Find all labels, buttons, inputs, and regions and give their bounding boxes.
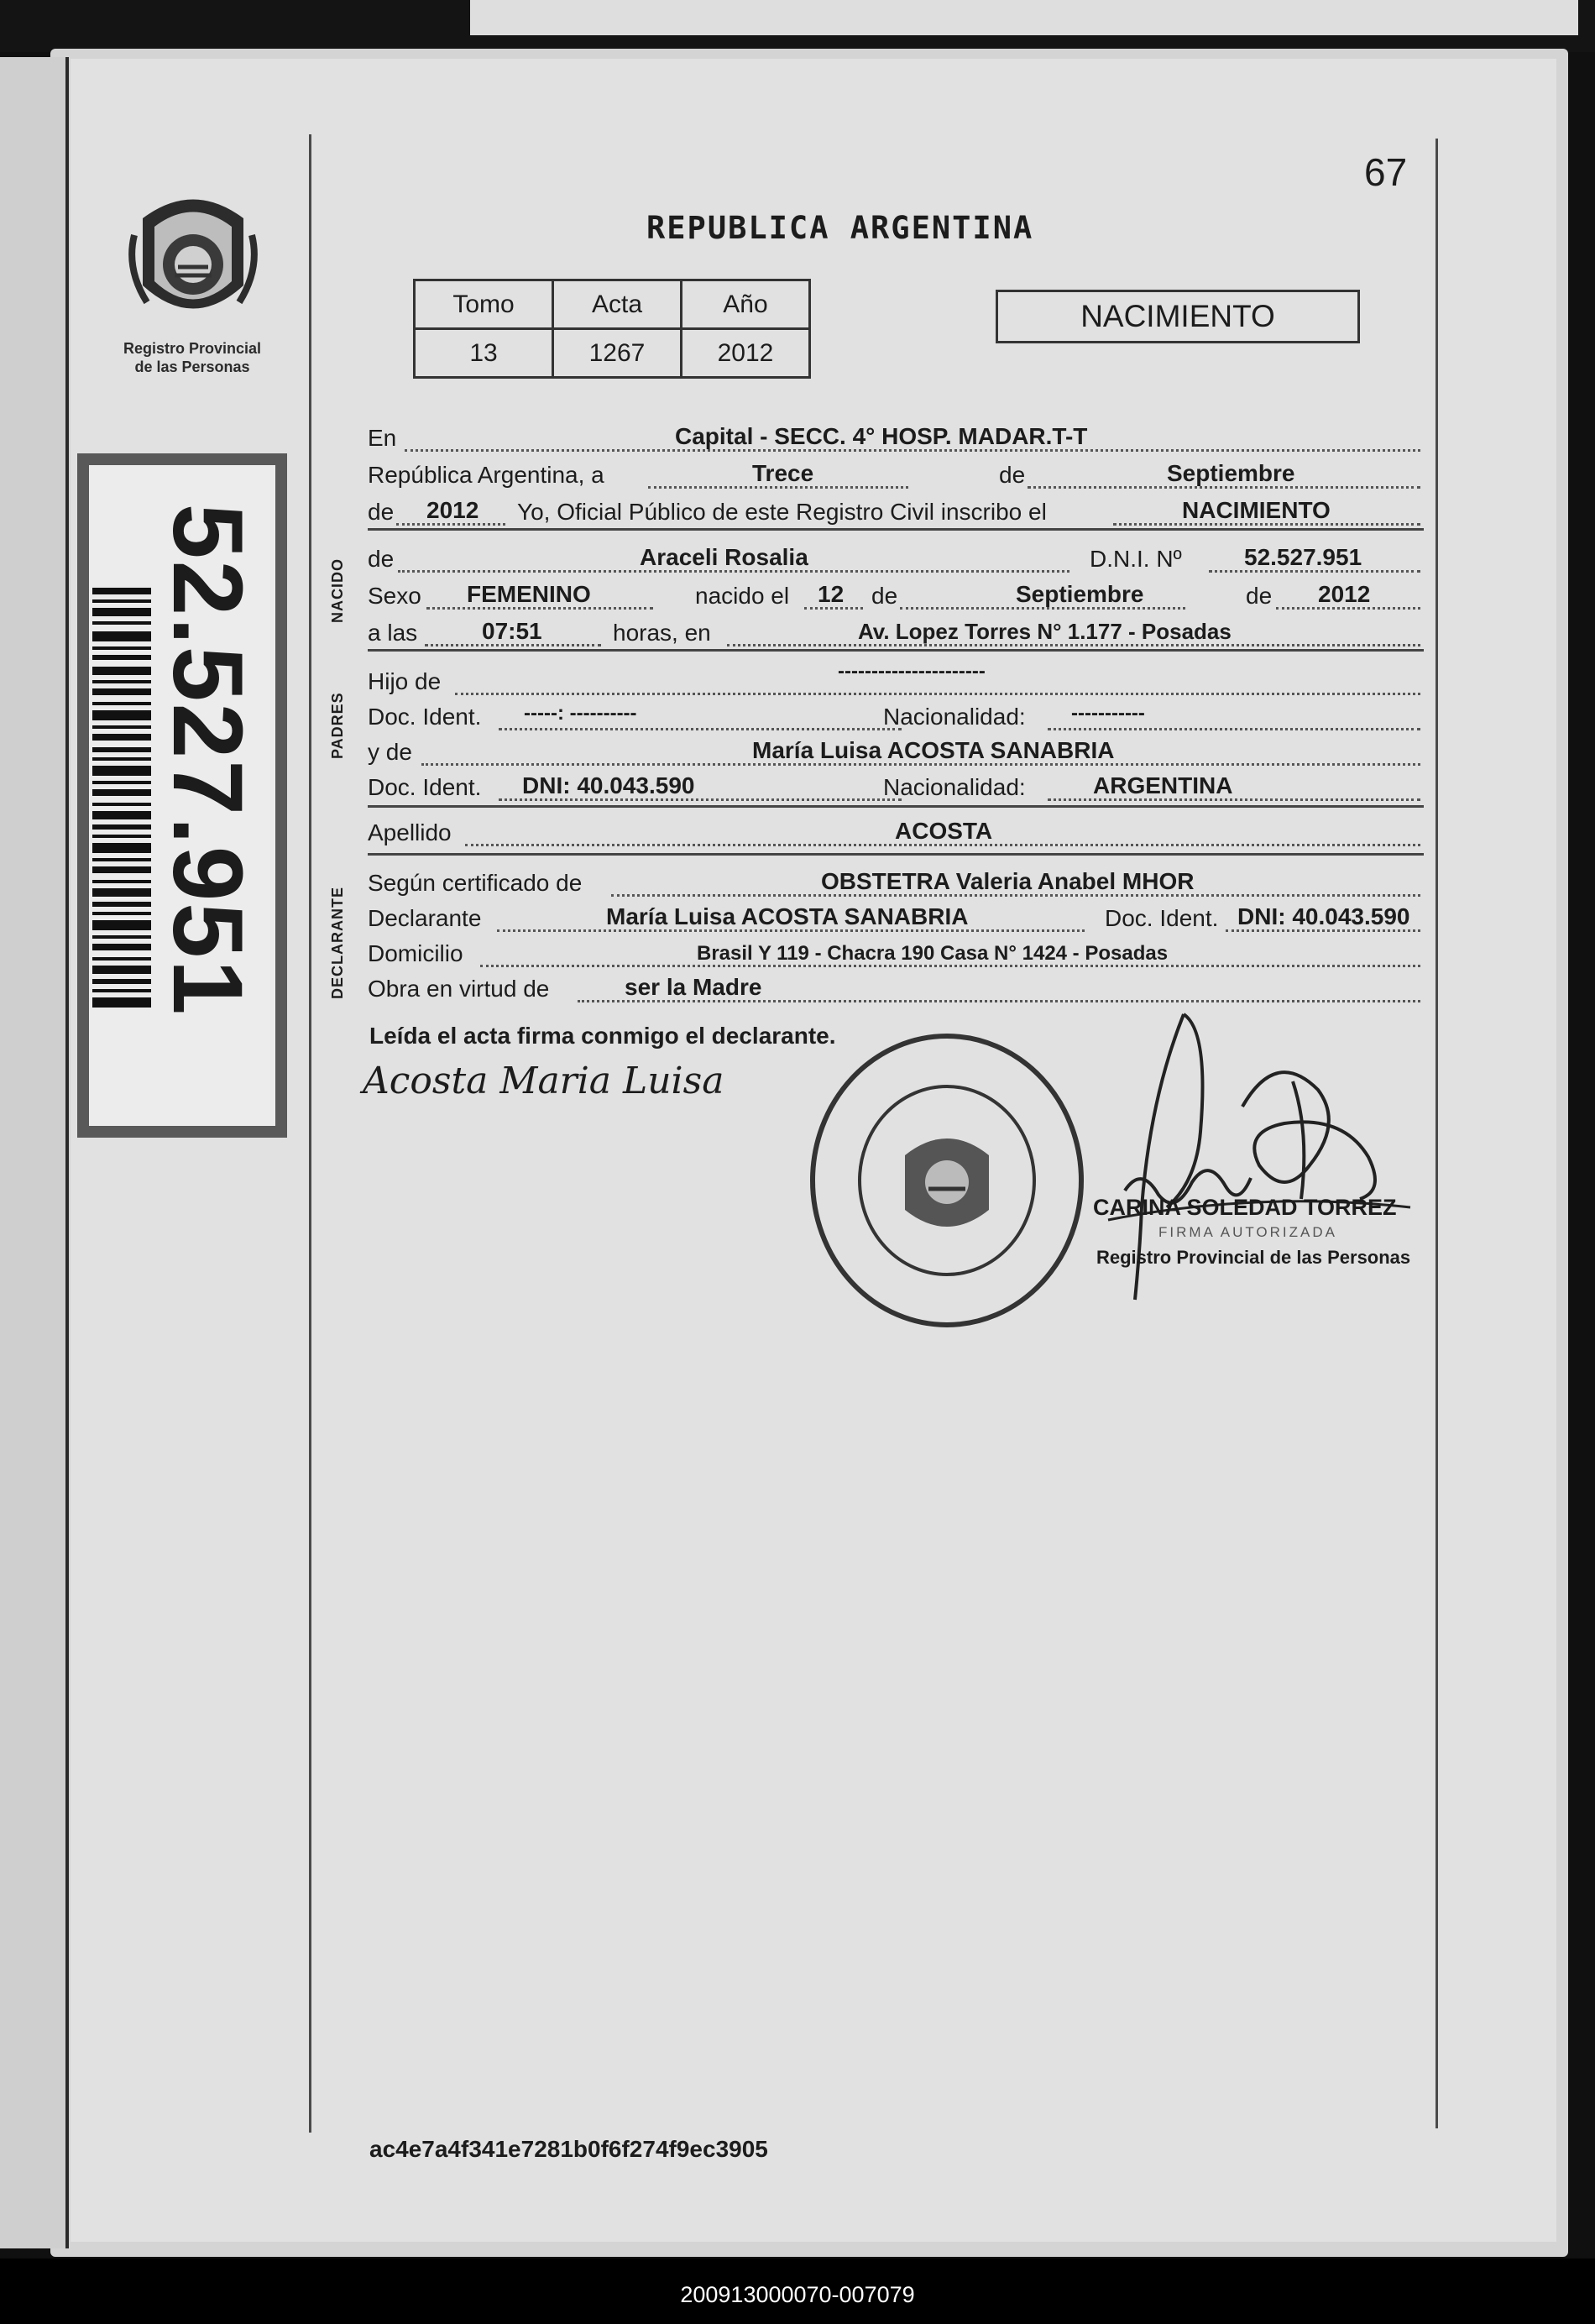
mother-nationality-label: Nacionalidad:	[883, 774, 1026, 800]
margin-rule-right	[1436, 139, 1438, 2128]
intro-row-date	[368, 453, 1425, 490]
record-type-box: NACIMIENTO	[996, 290, 1360, 343]
republica-label: República Argentina, a	[368, 462, 604, 488]
officer-signature-icon	[1091, 997, 1427, 1316]
emblem-label-line1: Registro Provincial	[123, 340, 262, 357]
father-nationality-label: Nacionalidad:	[883, 704, 1026, 730]
de-year-label: de	[368, 499, 395, 525]
officer-name: CARINA SOLEDAD TORREZ	[1093, 1195, 1397, 1220]
father-name: ----------------------	[838, 660, 986, 683]
de-label: de	[999, 462, 1026, 488]
declarant-doc-label: Doc. Ident.	[1105, 905, 1219, 931]
reference-header-acta: Acta	[553, 280, 682, 329]
father-doc: -----: ----------	[524, 702, 637, 725]
child-sex: FEMENINO	[467, 581, 591, 607]
facing-page	[0, 57, 69, 2248]
divider	[368, 805, 1424, 808]
hijo-de-label: Hijo de	[368, 668, 442, 694]
section-label-declarante: DECLARANTE	[329, 887, 346, 999]
intro-row-place	[368, 416, 1425, 453]
reference-header-row	[415, 280, 810, 329]
province-emblem-icon	[126, 185, 260, 336]
barcode-icon	[92, 588, 151, 1008]
de-name-label: de	[368, 546, 395, 572]
barcode-number: 52.527.951	[152, 504, 263, 1017]
child-name: Araceli Rosalia	[640, 544, 808, 570]
cert-label: Según certificado de	[368, 870, 583, 896]
section-label-nacido: NACIDO	[329, 558, 346, 623]
de-month-label: de	[871, 583, 898, 609]
nacido-el-label: nacido el	[695, 583, 790, 609]
declarante-row-cert	[368, 861, 1425, 898]
horas-label: horas, en	[613, 620, 711, 646]
officer-office: Registro Provincial de las Personas	[1096, 1247, 1411, 1268]
margin-rule-left	[309, 134, 311, 2133]
mother-doc: DNI: 40.043.590	[522, 772, 695, 798]
birth-year: 2012	[1318, 581, 1371, 607]
declarant-doc: DNI: 40.043.590	[1237, 903, 1410, 929]
reference-header-ano: Año	[682, 280, 810, 329]
dni-label: D.N.I. Nº	[1090, 546, 1182, 572]
registration-day: Trece	[752, 460, 814, 486]
divider	[368, 649, 1424, 652]
nacido-row-time	[368, 611, 1425, 648]
birth-month: Septiembre	[1016, 581, 1144, 607]
closing-statement: Leída el acta firma conmigo el declarante.	[369, 1023, 836, 1049]
en-label: En	[368, 425, 397, 451]
page-number: 67	[1364, 150, 1408, 194]
certificate: OBSTETRA Valeria Anabel MHOR	[821, 868, 1195, 894]
country-title: REPUBLICA ARGENTINA	[646, 210, 1034, 246]
apellido-row	[368, 811, 1425, 848]
domicilio-label: Domicilio	[368, 940, 463, 966]
reference-table	[413, 279, 811, 379]
registered-act: NACIMIENTO	[1182, 497, 1331, 523]
nacido-row-name	[368, 537, 1425, 574]
emblem-label-line2: de las Personas	[134, 359, 250, 375]
birth-time: 07:51	[482, 618, 542, 644]
padres-row-father-doc	[368, 695, 1425, 732]
reference-tomo: 13	[415, 329, 553, 378]
birth-day: 12	[818, 581, 845, 607]
mother-doc-label: Doc. Ident.	[368, 774, 482, 800]
reference-acta: 1267	[553, 329, 682, 378]
document-hash: ac4e7a4f341e7281b0f6f274f9ec3905	[369, 2136, 768, 2162]
mother-name: María Luisa ACOSTA SANABRIA	[752, 737, 1115, 763]
padres-row-father	[368, 660, 1425, 697]
obra-label: Obra en virtud de	[368, 976, 550, 1002]
y-de-label: y de	[368, 739, 412, 765]
reference-header-tomo: Tomo	[415, 280, 553, 329]
registration-place: Capital - SECC. 4° HOSP. MADAR.T-T	[675, 423, 1088, 449]
emblem-label	[99, 339, 285, 376]
padres-row-mother-doc	[368, 766, 1425, 803]
declarant-address: Brasil Y 119 - Chacra 190 Casa N° 1424 - Posadas	[697, 942, 1169, 965]
surname: ACOSTA	[895, 818, 993, 844]
official-seal-icon	[804, 1029, 1090, 1332]
next-page-edge	[470, 0, 1578, 35]
declarante-label: Declarante	[368, 905, 482, 931]
sexo-label: Sexo	[368, 583, 421, 609]
divider	[368, 528, 1424, 531]
reference-ano: 2012	[682, 329, 810, 378]
registration-year: 2012	[426, 497, 479, 523]
divider	[368, 853, 1424, 856]
birth-place: Av. Lopez Torres N° 1.177 - Posadas	[858, 619, 1232, 644]
apellido-label: Apellido	[368, 819, 452, 845]
de-year2-label: de	[1246, 583, 1273, 609]
father-nationality: -----------	[1071, 702, 1145, 725]
declarante-row-name	[368, 897, 1425, 934]
intro-row-officer	[368, 490, 1425, 527]
a-las-label: a las	[368, 620, 418, 646]
child-dni: 52.527.951	[1244, 544, 1362, 570]
declarant-capacity: ser la Madre	[625, 974, 762, 1000]
declarant-signature: Acosta Maria Luisa	[363, 1060, 724, 1102]
padres-row-mother	[368, 730, 1425, 767]
registration-month: Septiembre	[1167, 460, 1295, 486]
reference-value-row	[415, 329, 810, 378]
oficial-text: Yo, Oficial Público de este Registro Civil inscribo el	[517, 499, 1047, 525]
section-label-padres: PADRES	[329, 692, 346, 759]
scan-footer-code: 200913000070-007079	[680, 2282, 915, 2307]
father-doc-label: Doc. Ident.	[368, 704, 482, 730]
mother-nationality: ARGENTINA	[1093, 772, 1233, 798]
nacido-row-birth	[368, 574, 1425, 611]
declarant-name: María Luisa ACOSTA SANABRIA	[606, 903, 969, 929]
officer-role: FIRMA AUTORIZADA	[1158, 1224, 1337, 1240]
declarante-row-address	[368, 932, 1425, 969]
